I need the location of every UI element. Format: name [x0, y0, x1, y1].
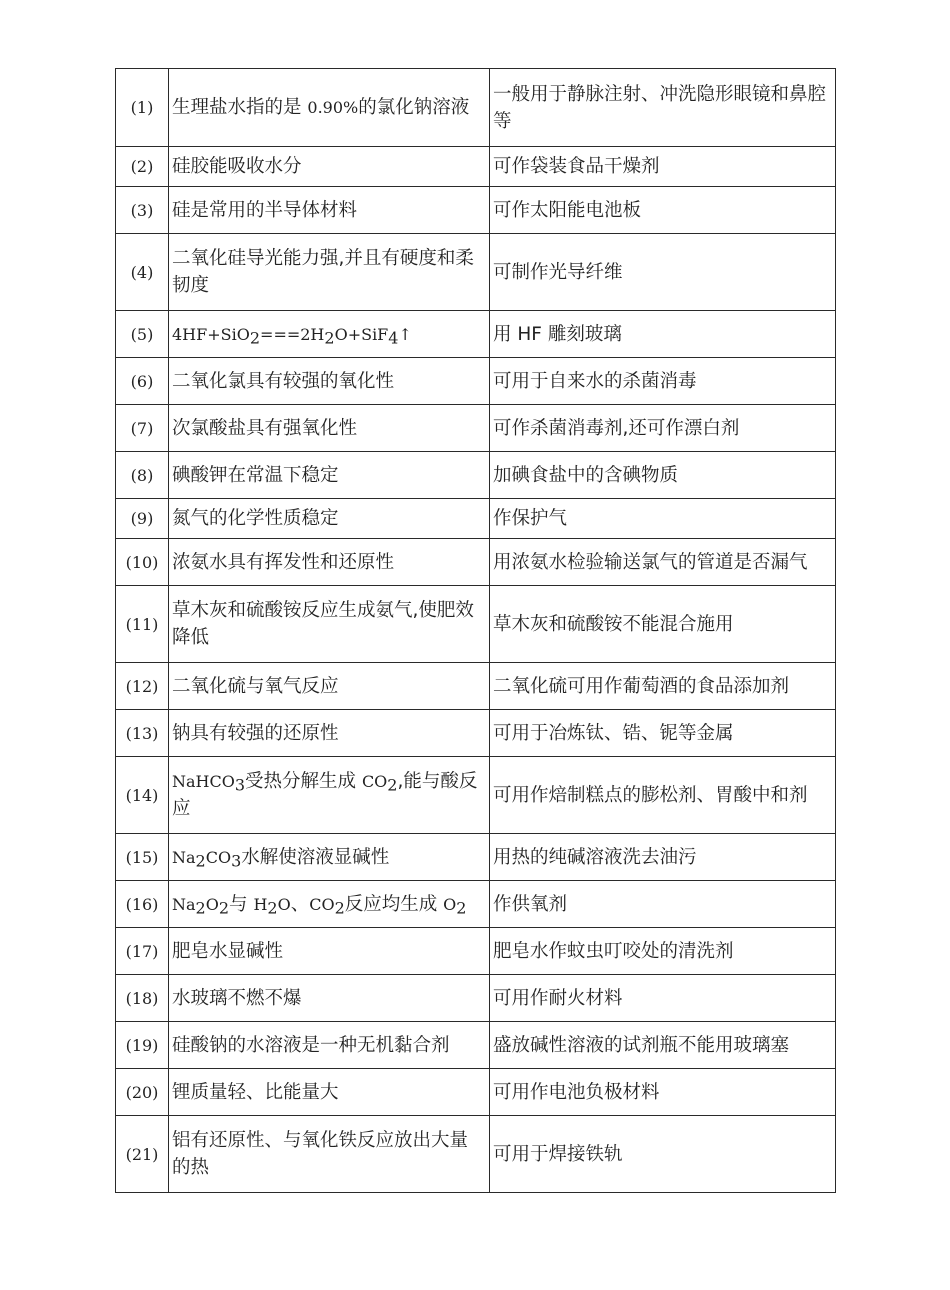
use-cell: 用 HF 雕刻玻璃 — [490, 311, 836, 358]
table-row — [116, 586, 836, 663]
formula-text: CO — [361, 772, 388, 791]
row-number: (9) — [116, 499, 169, 539]
use-cell: 加碘食盐中的含碘物质 — [490, 452, 836, 499]
property-cell — [169, 757, 490, 834]
use-cell: 可用于焊接铁轨 — [490, 1116, 836, 1193]
row-number: (8) — [116, 452, 169, 499]
property-cell — [169, 834, 490, 881]
row-number: (3) — [116, 187, 169, 234]
property-text: 次氯酸盐具有强氧化性 — [172, 417, 358, 439]
table-row — [116, 975, 836, 1022]
property-cell — [169, 69, 490, 147]
property-text: 反应均生成 — [344, 893, 444, 915]
table-row — [116, 928, 836, 975]
use-cell: 可作太阳能电池板 — [490, 187, 836, 234]
formula-text: CO — [309, 894, 335, 914]
use-cell: 盛放碱性溶液的试剂瓶不能用玻璃塞 — [490, 1022, 836, 1069]
use-cell: 可作袋装食品干燥剂 — [490, 147, 836, 187]
property-cell — [169, 663, 490, 710]
use-cell: 可用作电池负极材料 — [490, 1069, 836, 1116]
subscript: 2 — [249, 328, 261, 348]
table-row — [116, 452, 836, 499]
property-cell — [169, 452, 490, 499]
subscript: 2 — [334, 898, 345, 918]
row-number: (10) — [116, 539, 169, 586]
table-row — [116, 1069, 836, 1116]
row-number: (19) — [116, 1022, 169, 1069]
row-number: (4) — [116, 234, 169, 311]
use-cell: 可作杀菌消毒剂,还可作漂白剂 — [490, 405, 836, 452]
formula-text: ↑ — [398, 324, 412, 344]
subscript: 2 — [267, 898, 278, 918]
use-cell: 一般用于静脉注射、冲洗隐形眼镜和鼻腔等 — [490, 69, 836, 147]
property-cell — [169, 928, 490, 975]
use-cell: 用浓氨水检验输送氯气的管道是否漏气 — [490, 539, 836, 586]
table-row — [116, 234, 836, 311]
formula-text: CO — [205, 847, 232, 867]
formula-text: 4HF+SiO — [172, 324, 250, 344]
property-cell — [169, 975, 490, 1022]
row-number: (17) — [116, 928, 169, 975]
table-row — [116, 757, 836, 834]
row-number: (5) — [116, 311, 169, 358]
table-row — [116, 499, 836, 539]
property-text: 硅胶能吸收水分 — [172, 156, 302, 177]
row-number: (2) — [116, 147, 169, 187]
formula-text: Na — [172, 894, 196, 914]
property-text: 水玻璃不燃不爆 — [172, 987, 302, 1009]
property-cell — [169, 1116, 490, 1193]
property-cell — [169, 358, 490, 405]
property-text: 钠具有较强的还原性 — [172, 722, 339, 744]
table-row — [116, 69, 836, 147]
table-row — [116, 405, 836, 452]
property-cell — [169, 1022, 490, 1069]
subscript: 2 — [218, 898, 230, 918]
table-row — [116, 358, 836, 405]
row-number: (7) — [116, 405, 169, 452]
subscript: 3 — [234, 775, 246, 795]
formula-text: O — [277, 894, 291, 914]
row-number: (14) — [116, 757, 169, 834]
formula-text: 0.90% — [307, 98, 359, 117]
property-text: 肥皂水显碱性 — [172, 940, 284, 962]
formula-text: H — [253, 894, 268, 914]
row-number: (13) — [116, 710, 169, 757]
use-cell: 可用于自来水的杀菌消毒 — [490, 358, 836, 405]
property-cell — [169, 710, 490, 757]
formula-text: NaHCO — [172, 772, 235, 791]
property-text: 碘酸钾在常温下稳定 — [172, 464, 339, 486]
subscript: 2 — [387, 775, 398, 795]
table-body — [116, 69, 836, 1193]
use-cell: 可用作焙制糕点的膨松剂、胃酸中和剂 — [490, 757, 836, 834]
property-text: ,能与酸反应 — [172, 771, 478, 819]
row-number: (1) — [116, 69, 169, 147]
property-cell — [169, 234, 490, 311]
property-text: 受热分解生成 — [245, 771, 362, 792]
table-row — [116, 1022, 836, 1069]
table-row — [116, 710, 836, 757]
property-cell — [169, 311, 490, 358]
use-cell: 作供氧剂 — [490, 881, 836, 928]
table-row — [116, 147, 836, 187]
subscript: 2 — [195, 898, 206, 918]
property-cell — [169, 539, 490, 586]
property-text: 水解使溶液显碱性 — [241, 846, 390, 868]
row-number: (18) — [116, 975, 169, 1022]
use-cell: 可用于冶炼钛、锆、铌等金属 — [490, 710, 836, 757]
formula-text: O — [443, 894, 457, 914]
property-text: 铝有还原性、与氧化铁反应放出大量的热 — [172, 1130, 469, 1178]
formula-text: ===2H — [260, 324, 325, 344]
use-cell: 二氧化硫可用作葡萄酒的食品添加剂 — [490, 663, 836, 710]
property-text: 生理盐水指的是 — [172, 97, 308, 118]
row-number: (20) — [116, 1069, 169, 1116]
subscript: 2 — [456, 898, 467, 918]
row-number: (6) — [116, 358, 169, 405]
subscript: 2 — [324, 328, 335, 348]
property-text: 二氧化硅导光能力强,并且有硬度和柔韧度 — [172, 248, 474, 296]
formula-text: O+SiF — [334, 324, 389, 344]
property-text: 硅酸钠的水溶液是一种无机黏合剂 — [172, 1034, 450, 1056]
use-cell: 草木灰和硫酸铵不能混合施用 — [490, 586, 836, 663]
row-number: (12) — [116, 663, 169, 710]
property-text: 的氯化钠溶液 — [358, 97, 470, 118]
row-number: (16) — [116, 881, 169, 928]
property-text: 二氧化硫与氧气反应 — [172, 675, 339, 697]
table-row — [116, 881, 836, 928]
table-row — [116, 311, 836, 358]
use-cell: 作保护气 — [490, 499, 836, 539]
table-row — [116, 663, 836, 710]
row-number: (15) — [116, 834, 169, 881]
row-number: (21) — [116, 1116, 169, 1193]
use-cell: 肥皂水作蚊虫叮咬处的清洗剂 — [490, 928, 836, 975]
property-cell — [169, 586, 490, 663]
property-text: 草木灰和硫酸铵反应生成氨气,使肥效降低 — [172, 600, 474, 648]
table-row — [116, 1116, 836, 1193]
formula-text: Na — [172, 847, 196, 867]
property-use-table — [115, 68, 836, 1193]
property-text: 、 — [290, 893, 310, 915]
subscript: 3 — [231, 851, 242, 871]
property-cell — [169, 881, 490, 928]
property-text: 硅是常用的半导体材料 — [172, 199, 358, 221]
row-number: (11) — [116, 586, 169, 663]
property-text: 浓氨水具有挥发性和还原性 — [172, 551, 395, 573]
property-cell — [169, 147, 490, 187]
formula-text: O — [205, 894, 219, 914]
subscript: 2 — [195, 851, 206, 871]
property-cell — [169, 405, 490, 452]
property-text: 与 — [229, 893, 254, 915]
property-text: 氮气的化学性质稳定 — [172, 508, 339, 529]
property-cell — [169, 187, 490, 234]
subscript: 4 — [388, 328, 399, 348]
property-cell — [169, 499, 490, 539]
property-text: 锂质量轻、比能量大 — [172, 1081, 339, 1103]
use-cell: 用热的纯碱溶液洗去油污 — [490, 834, 836, 881]
table-row — [116, 539, 836, 586]
use-cell: 可制作光导纤维 — [490, 234, 836, 311]
table-row — [116, 187, 836, 234]
property-text: 二氧化氯具有较强的氧化性 — [172, 370, 395, 392]
table-row — [116, 834, 836, 881]
use-cell: 可用作耐火材料 — [490, 975, 836, 1022]
property-cell — [169, 1069, 490, 1116]
